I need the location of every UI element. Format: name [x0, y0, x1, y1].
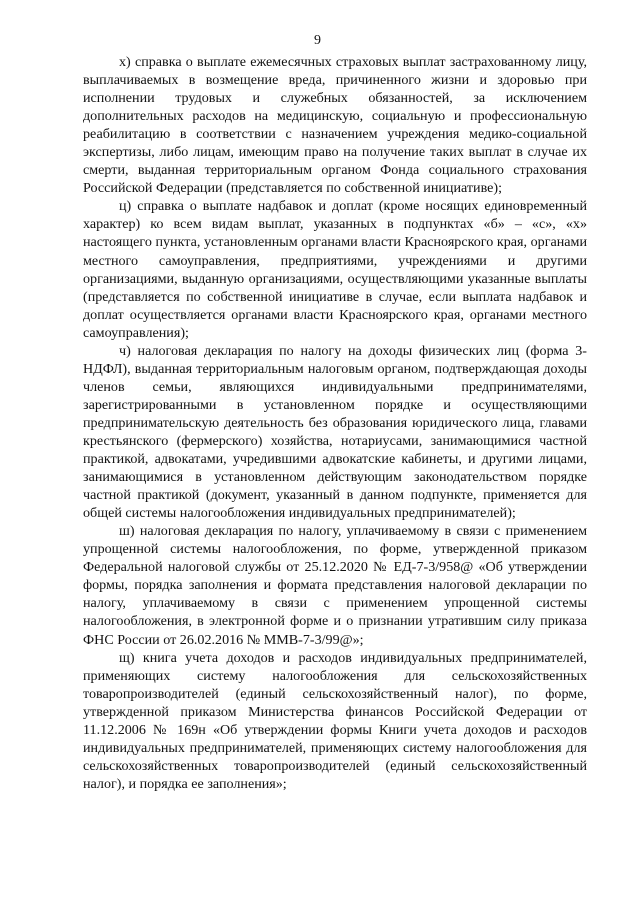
paragraph-shch: щ) книга учета доходов и расходов индивидуальных предпринимателей, применяющих систему налогообложения для сельскохозяйственных товаропроизводителей (единый сельскохозяйственный налог), по форме, утвержденной приказом Министерства финансов Российской Федерации от 11.12.2006 № 169н «Об утверждении формы Книги учета доходов и расходов индивидуальных предпринимателей, применяющих систему налогообложения для сельскохозяйственных товаропроизводителей (единый сельскохозяйственный налог), и порядка ее заполнения»;: [83, 649, 587, 792]
document-body: [83, 53, 587, 793]
paragraph-ts: ц) справка о выплате надбавок и доплат (кроме носящих единовременный характер) ко всем видам выплат, указанных в подпунктах «б» – «с», «х» настоящего пункта, установленным органами власти Красноярского края, органами местного самоуправления, предприятиями, учреждениями и другими организациями, выданную организациями, осуществляющими указанные выплаты (представляется по собственной инициативе в случае, если выплата надбавок и доплат осуществляется органами власти Красноярского края, органами местного самоуправления);: [83, 198, 587, 341]
paragraph-kh: х) справка о выплате ежемесячных страховых выплат застрахованному лицу, выплачиваемых в возмещение вреда, причиненного жизни и здоровью при исполнении трудовых и служебных обязанностей, за исключением дополнительных расходов на медицинскую, социальную и профессиональную реабилитацию в соответствии с назначением учреждения медико-социальной экспертизы, либо лицам, имеющим право на получение таких выплат в случае их смерти, выданная территориальным органом Фонда социального страхования Российской Федерации (представляется по собственной инициативе);: [83, 54, 587, 197]
page-number: 9: [314, 33, 321, 48]
paragraph-sh: ш) налоговая декларация по налогу, уплачиваемому в связи с применением упрощенной системы налогообложения, по форме, утвержденной приказом Федеральной налоговой службы от 25.12.2020 № ЕД-7-3/958@ «Об утверждении формы, порядка заполнения и формата представления налоговой декларации по налогу, уплачиваемому в связи с применением упрощенной системы налогообложения, в электронной форме и о признании утратившим силу приказа ФНС России от 26.02.2016 № ММВ-7-3/99@»;: [83, 523, 587, 648]
paragraph-ch: ч) налоговая декларация по налогу на доходы физических лиц (форма 3-НДФЛ), выданная территориальным налоговым органом, подтверждающая доходы членов семьи, являющихся индивидуальными предпринимателями, зарегистрированными в установленном порядке и осуществляющими предпринимательскую деятельность без образования юридического лица, главами крестьянского (фермерского) хозяйства, нотариусами, занимающимися частной практикой, адвокатами, учредившими адвокатские кабинеты, и другими лицами, занимающимися в установленном действующим законодательством порядке частной практикой (документ, указанный в данном подпункте, применяется для общей системы налогообложения индивидуальных предпринимателей);: [83, 342, 587, 522]
